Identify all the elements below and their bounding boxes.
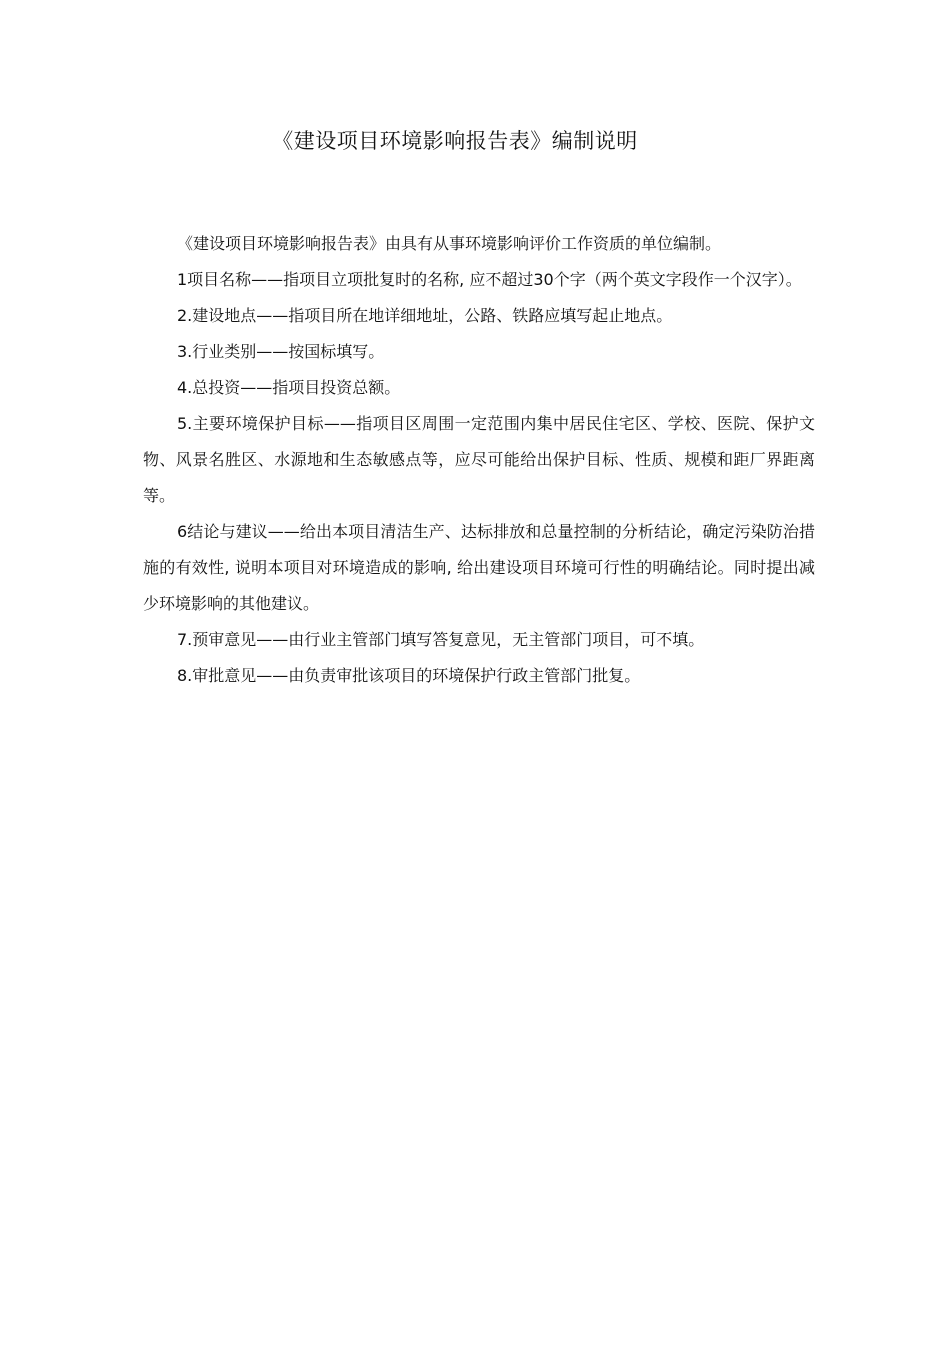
paragraph-location: 2.建设地点——指项目所在地详细地址，公路、铁路应填写起止地点。 [177, 306, 673, 325]
paragraph-industry-category: 3.行业类别——按国标填写。 [177, 342, 385, 361]
paragraph-total-investment: 4.总投资——指项目投资总额。 [177, 378, 401, 397]
paragraph-protection-targets: 5.主要环境保护目标——指项目区周围一定范围内集中居民住宅区、学校、医院、保护文物、风景名胜区、水源地和生态敏感点等，应尽可能给出保护目标、性质、规模和距厂界距离等。 [143, 414, 815, 505]
paragraph-conclusion: 6结论与建议——给出本项目清洁生产、达标排放和总量控制的分析结论，确定污染防治措施的有效性, 说明本项目对环境造成的影响, 给出建设项目环境可行性的明确结论。同时提出减少环境影响的其他建议。 [143, 522, 815, 613]
paragraph-approval: 8.审批意见——由负责审批该项目的环境保护行政主管部门批复。 [177, 666, 641, 685]
document-body [143, 226, 815, 694]
paragraph-intro: 《建设项目环境影响报告表》由具有从事环境影响评价工作资质的单位编制。 [177, 234, 722, 253]
document-title: 《建设项目环境影响报告表》编制说明 [272, 129, 638, 153]
paragraph-project-name: 1项目名称——指项目立项批复时的名称, 应不超过30个字（两个英文字段作一个汉字）。 [177, 270, 802, 289]
paragraph-pre-review: 7.预审意见——由行业主管部门填写答复意见，无主管部门项目，可不填。 [177, 630, 705, 649]
